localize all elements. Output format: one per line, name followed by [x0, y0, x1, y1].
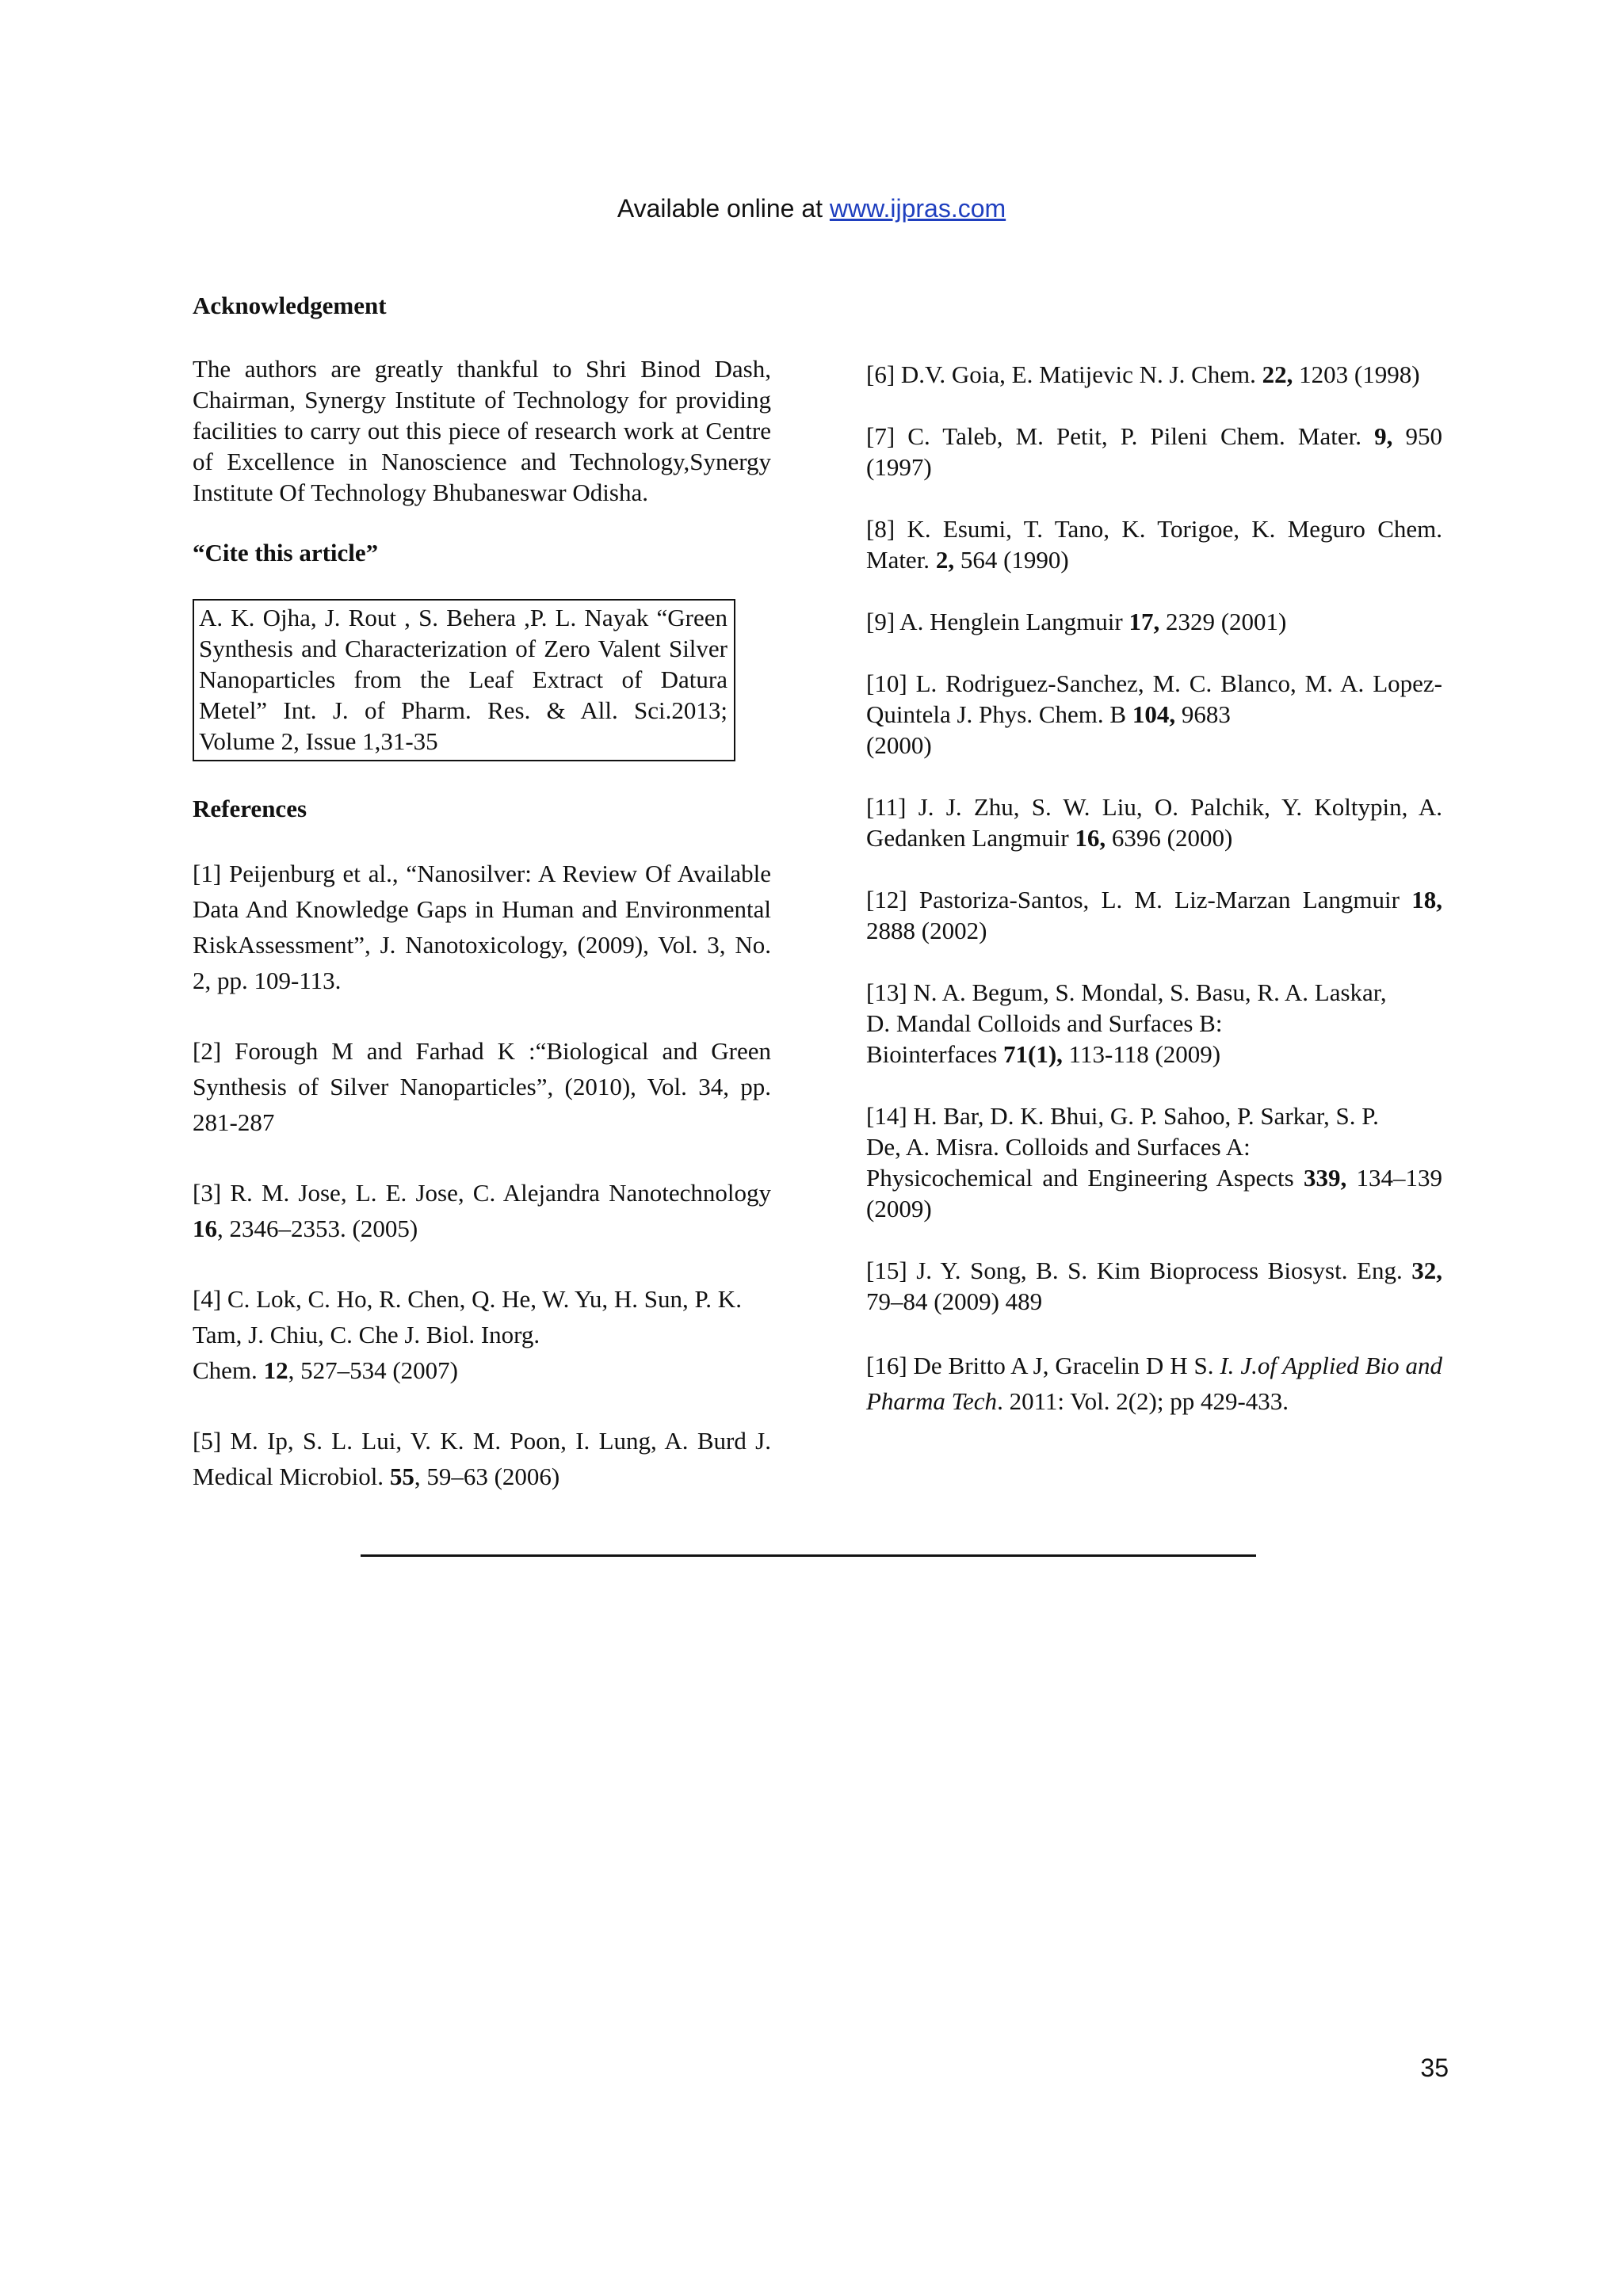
page-number: 35 [1420, 2054, 1449, 2082]
reference-10-volume: 104, [1132, 700, 1176, 728]
reference-8-volume: 2, [935, 546, 955, 574]
reference-7-volume: 9, [1374, 422, 1393, 450]
footer-divider [361, 1554, 1256, 1557]
reference-9-pages: 2329 (2001) [1159, 608, 1287, 635]
reference-16-text: [16] De Britto A J, Gracelin D H S. [866, 1352, 1220, 1379]
reference-11-pages: 6396 (2000) [1106, 824, 1233, 852]
citation-box: A. K. Ojha, J. Rout , S. Behera ,P. L. Nayak “Green Synthesis and Characterization of Zero Valent Silver Nanoparticles from the Leaf Extract of Datura Metel” Int. J. of Pharm. Res. & All. Sci.2013; Volume 2, Issue 1,31-35 [193, 599, 735, 761]
reference-9-text: [9] A. Henglein Langmuir [866, 608, 1129, 635]
reference-5-text: [5] M. Ip, S. L. Lui, V. K. M. Poon, I. Lung, A. Burd J. Medical Microbiol. [193, 1427, 771, 1490]
reference-7-text: [7] C. Taleb, M. Petit, P. Pileni Chem. Mater. [866, 422, 1375, 450]
reference-12 [866, 884, 1442, 946]
reference-12-text: [12] Pastoriza-Santos, L. M. Liz-Marzan Langmuir [866, 886, 1412, 913]
reference-6-text: [6] D.V. Goia, E. Matijevic N. J. Chem. [866, 360, 1262, 388]
reference-16-journal: I. J.of Applied Bio and Pharma Tech [866, 1352, 1443, 1415]
reference-6-volume: 22, [1262, 360, 1293, 388]
reference-4-text: [4] C. Lok, C. Ho, R. Chen, Q. He, W. Yu, H. Sun, P. K. Tam, J. Chiu, C. Che J. Biol. Inorg. [193, 1285, 742, 1348]
reference-11 [866, 791, 1442, 853]
journal-header [0, 194, 1623, 223]
reference-14-journal: Physicochemical and Engineering Aspects [866, 1164, 1304, 1192]
reference-14 [866, 1100, 1442, 1224]
reference-4 [193, 1281, 771, 1388]
reference-15-pages: 79–84 (2009) 489 [866, 1287, 1043, 1315]
reference-9 [866, 606, 1442, 637]
reference-4-volume: 12 [263, 1356, 288, 1384]
reference-3 [193, 1175, 771, 1246]
reference-5 [193, 1423, 771, 1494]
reference-13-pages: 113-118 (2009) [1062, 1040, 1221, 1068]
reference-14-pages: 134–139 (2009) [866, 1164, 1442, 1222]
reference-11-volume: 16, [1075, 824, 1106, 852]
left-column [193, 290, 771, 1494]
reference-14-text: [14] H. Bar, D. K. Bhui, G. P. Sahoo, P. Sarkar, S. P. [866, 1102, 1379, 1130]
reference-12-volume: 18, [1411, 886, 1442, 913]
reference-4-journal: Chem. [193, 1356, 264, 1384]
header-prefix: Available online at [617, 194, 830, 223]
reference-13-volume: 71(1), [1003, 1040, 1063, 1068]
reference-9-volume: 17, [1128, 608, 1160, 635]
reference-13-text-2: D. Mandal Colloids and Surfaces B: [866, 1009, 1223, 1037]
reference-10-year: (2000) [866, 731, 932, 759]
reference-16 [866, 1348, 1442, 1419]
reference-14-text-2: De, A. Misra. Colloids and Surfaces A: [866, 1133, 1251, 1161]
reference-6-pages: 1203 (1998) [1293, 360, 1420, 388]
reference-7-pages: 950 (1997) [866, 422, 1443, 481]
reference-5-volume: 55 [389, 1463, 414, 1490]
reference-2: [2] Forough M and Farhad K :“Biological and Green Synthesis of Silver Nanoparticles”, (2010), Vol. 34, pp. 281-287 [193, 1037, 771, 1136]
reference-13 [866, 977, 1442, 1070]
acknowledgement-heading: Acknowledgement [193, 292, 387, 319]
reference-10 [866, 668, 1442, 761]
reference-15-text: [15] J. Y. Song, B. S. Kim Bioprocess Biosyst. Eng. [866, 1257, 1412, 1284]
reference-3-volume: 16 [193, 1215, 217, 1242]
reference-13-journal: Biointerfaces [866, 1040, 1004, 1068]
reference-10-text: [10] L. Rodriguez-Sanchez, M. C. Blanco, M. A. Lopez-Quintela J. Phys. Chem. B [866, 669, 1442, 728]
reference-4-pages: , 527–534 (2007) [288, 1356, 458, 1384]
reference-3-text: [3] R. M. Jose, L. E. Jose, C. Alejandra Nanotechnology [193, 1179, 771, 1207]
reference-7 [866, 421, 1442, 482]
reference-8-text: [8] K. Esumi, T. Tano, K. Torigoe, K. Meguro Chem. Mater. [866, 515, 1442, 574]
right-column [866, 359, 1442, 1450]
reference-12-pages: 2888 (2002) [866, 917, 987, 944]
reference-15-volume: 32, [1411, 1257, 1442, 1284]
references-heading: References [193, 795, 307, 822]
reference-3-pages: , 2346–2353. (2005) [217, 1215, 418, 1242]
journal-link[interactable]: www.ijpras.com [829, 194, 1006, 223]
cite-heading: “Cite this article” [193, 539, 379, 566]
reference-5-pages: , 59–63 (2006) [414, 1463, 560, 1490]
reference-8 [866, 513, 1442, 575]
reference-14-volume: 339, [1303, 1164, 1347, 1192]
reference-10-pages: 9683 [1175, 700, 1231, 728]
reference-8-pages: 564 (1990) [954, 546, 1069, 574]
reference-1: [1] Peijenburg et al., “Nanosilver: A Review Of Available Data And Knowledge Gaps in Human and Environmental RiskAssessment”, J. Nanotoxicology, (2009), Vol. 3, No. 2, pp. 109-113. [193, 860, 771, 994]
reference-15 [866, 1255, 1442, 1317]
acknowledgement-body: The authors are greatly thankful to Shri Binod Dash, Chairman, Synergy Institute of Technology for providing facilities to carry out this piece of research work at Centre of Excellence in Nanoscience and Technology,Synergy Institute Of Technology Bhubaneswar Odisha. [193, 355, 771, 506]
reference-6 [866, 359, 1442, 390]
reference-13-text: [13] N. A. Begum, S. Mondal, S. Basu, R. A. Laskar, [866, 978, 1387, 1006]
reference-16-pages: . 2011: Vol. 2(2); pp 429-433. [997, 1387, 1289, 1415]
reference-11-text: [11] J. J. Zhu, S. W. Liu, O. Palchik, Y. Koltypin, A. Gedanken Langmuir [866, 793, 1442, 852]
